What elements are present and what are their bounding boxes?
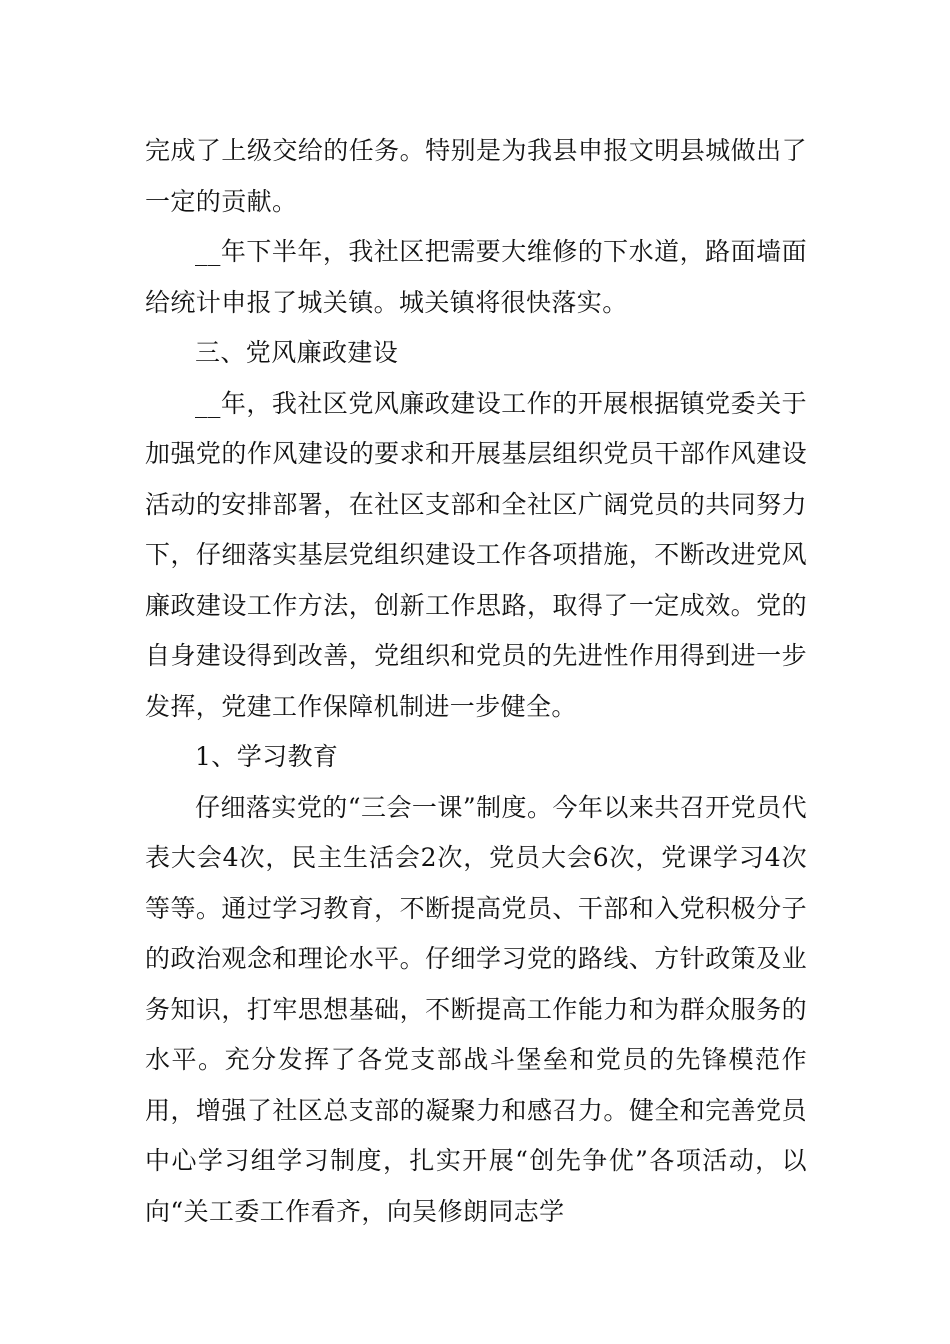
paragraph-drainage-repair: __年下半年，我社区把需要大维修的下水道，路面墙面给统计申报了城关镇。城关镇将很快落实。: [145, 237, 807, 317]
paragraph-continued: 完成了上级交给的任务。特别是为我县申报文明县城做出了一定的贡献。: [145, 136, 807, 216]
paragraph-study-education: 仔细落实党的“三会一课”制度。今年以来共召开党员代表大会4次，民主生活会2次，党员大会6次，党课学习4次等等。通过学习教育，不断提高党员、干部和入党积极分子的政治观念和理论水平。仔细学习党的路线、方针政策及业务知识，打牢思想基础，不断提高工作能力和为群众服务的水平。充分发挥了各党支部战斗堡垒和党员的先锋模范作用，增强了社区总支部的凝聚力和感召力。健全和完善党员中心学习组学习制度，扎实开展“创先争优”各项活动，以向“关工委工作看齐，向吴修朗同志学: [145, 792, 807, 1226]
paragraph-party-conduct: __年，我社区党风廉政建设工作的开展根据镇党委关于加强党的作风建设的要求和开展基层组织党员干部作风建设活动的安排部署，在社区支部和全社区广阔党员的共同努力下，仔细落实基层党组织建设工作各项措施，不断改进党风廉政建设工作方法，创新工作思路，取得了一定成效。党的自身建设得到改善，党组织和党员的先进性作用得到进一步发挥，党建工作保障机制进一步健全。: [145, 388, 807, 721]
section-heading-party-conduct: 三、党风廉政建设: [195, 338, 399, 367]
document-body: [145, 126, 807, 1237]
subheading-study-education: 1、学习教育: [195, 742, 339, 771]
